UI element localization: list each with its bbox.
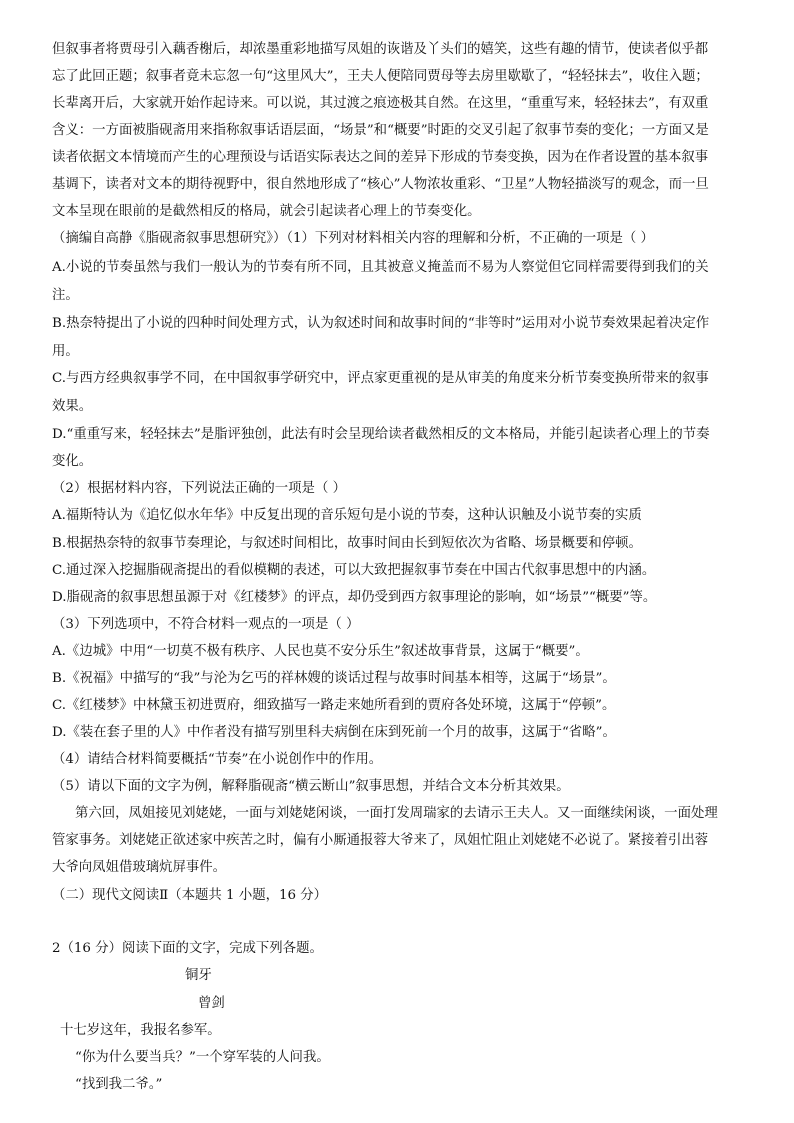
passage-line: 忘了此回正题；叙事者竟未忘忽一句“这里风大”，王夫人便陪同贾母等去房里歇歇了，“轻轻抹去”，收住入题； [52, 69, 709, 84]
q3-option-c: C.《红楼梦》中林黛玉初进贾府，细致描写一路走来她所看到的贾府各处环境，这属于“停顿”。 [52, 698, 616, 713]
story-title: 铜牙 [185, 968, 212, 983]
q1-option-b: B.热奈特提出了小说的四种时间处理方式，认为叙述时间和故事时间的“非等时”运用对小说节奏效果起着决定作 [52, 316, 710, 331]
section-heading: （二）现代文阅读Ⅱ（本题共 1 小题，16 分） [52, 888, 328, 903]
story-line: 十七岁这年，我报名参军。 [60, 1023, 221, 1038]
question-5: （5）请以下面的文字为例，解释脂砚斋“横云断山”叙事思想，并结合文本分析其效果。 [52, 779, 570, 794]
passage-line: 文本呈现在眼前的是截然相反的格局，就会引起读者心理上的节奏变化。 [52, 204, 481, 219]
q5-passage-line: 管家事务。刘姥姥正欲述家中疾苦之时，偏有小厮通报蓉大爷来了，凤姐忙阻止刘姥姥不必说了。紧接着引出蓉 [52, 833, 709, 848]
q1-option-d: D.“重重写来，轻轻抹去”是脂评独创，此法有时会呈现给读者截然相反的文本格局，并能引起读者心理上的节奏 [52, 427, 710, 442]
story-line: “找到我二爷。” [75, 1077, 163, 1092]
question-1-stem: （摘编自高静《脂砚斋叙事思想研究》）（1）下列对材料相关内容的理解和分析，不正确的一项是（ ） [52, 231, 654, 246]
q5-passage-line: 第六回，凤姐接见刘姥姥，一面与刘姥姥闲谈，一面打发周瑞家的去请示王夫人。又一面继续闲谈，一面处理 [75, 806, 718, 821]
question-2-intro: 2（16 分）阅读下面的文字，完成下列各题。 [52, 941, 323, 956]
question-3-stem: （3）下列选项中，不符合材料一观点的一项是（ ） [52, 617, 360, 632]
q1-option-b-cont: 用。 [52, 344, 79, 359]
q2-option-d: D.脂砚斋的叙事思想虽源于对《红楼梦》的评点，却仍受到西方叙事理论的影响，如“场景”“概要”等。 [52, 590, 657, 605]
question-4: （4）请结合材料简要概括“节奏”在小说创作中的作用。 [52, 752, 383, 767]
q3-option-a: A.《边城》中用“一切莫不极有秩序、人民也莫不安分乐生”叙述故事背景，这属于“概要”。 [52, 644, 589, 659]
q1-option-d-cont: 变化。 [52, 454, 93, 469]
q2-option-a: A.福斯特认为《追忆似水年华》中反复出现的音乐短句是小说的节奏，这种认识触及小说节奏的实质 [52, 508, 642, 523]
passage-line: 基调下，读者对文本的期待视野中，很自然地形成了“核心”人物浓妆重彩、“卫星”人物轻描淡写的观念，而一旦 [52, 177, 709, 192]
q1-option-a: A.小说的节奏虽然与我们一般认为的节奏有所不同，且其被意义掩盖而不易为人察觉但它同样需要得到我们的关 [52, 260, 709, 275]
q3-option-b: B.《祝福》中描写的“我”与沦为乞丐的祥林嫂的谈话过程与故事时间基本相等，这属于“场景”。 [52, 671, 616, 686]
passage-line: 读者依据文本情境而产生的心理预设与话语实际表达之间的差异下形成的节奏变换，因为在作者设置的基本叙事 [52, 150, 709, 165]
story-author: 曾剑 [198, 996, 225, 1011]
q1-option-c-cont: 效果。 [52, 399, 93, 414]
q2-option-c: C.通过深入挖掘脂砚斋提出的看似模糊的表述，可以大致把握叙事节奏在中国古代叙事思想中的内涵。 [52, 563, 656, 578]
q2-option-b: B.根据热奈特的叙事节奏理论，与叙述时间相比，故事时间由长到短依次为省略、场景概要和停顿。 [52, 536, 642, 551]
question-2-stem: （2）根据材料内容，下列说法正确的一项是（ ） [52, 481, 346, 496]
story-line: “你为什么要当兵？”一个穿军装的人问我。 [75, 1050, 330, 1065]
passage-line: 长辈离开后，大家就开始作起诗来。可以说，其过渡之痕迹极其自然。在这里，“重重写来，轻轻抹去”，有双重 [52, 96, 709, 111]
q1-option-a-cont: 注。 [52, 288, 79, 303]
passage-line: 但叙事者将贾母引入藕香榭后，却浓墨重彩地描写凤姐的诙谐及丫头们的嬉笑，这些有趣的情节，使读者似乎都 [52, 42, 709, 57]
q3-option-d: D.《装在套子里的人》中作者没有描写别里科夫病倒在床到死前一个月的故事，这属于“省略”。 [52, 725, 616, 740]
passage-line: 含义：一方面被脂砚斋用来指称叙事话语层面，“场景”和“概要”时距的交叉引起了叙事节奏的变化；一方面又是 [52, 123, 709, 138]
q1-option-c: C.与西方经典叙事学不同，在中国叙事学研究中，评点家更重视的是从审美的角度来分析节奏变换所带来的叙事 [52, 371, 709, 386]
q5-passage-line: 大爷向凤姐借玻璃炕屏事件。 [52, 860, 227, 875]
